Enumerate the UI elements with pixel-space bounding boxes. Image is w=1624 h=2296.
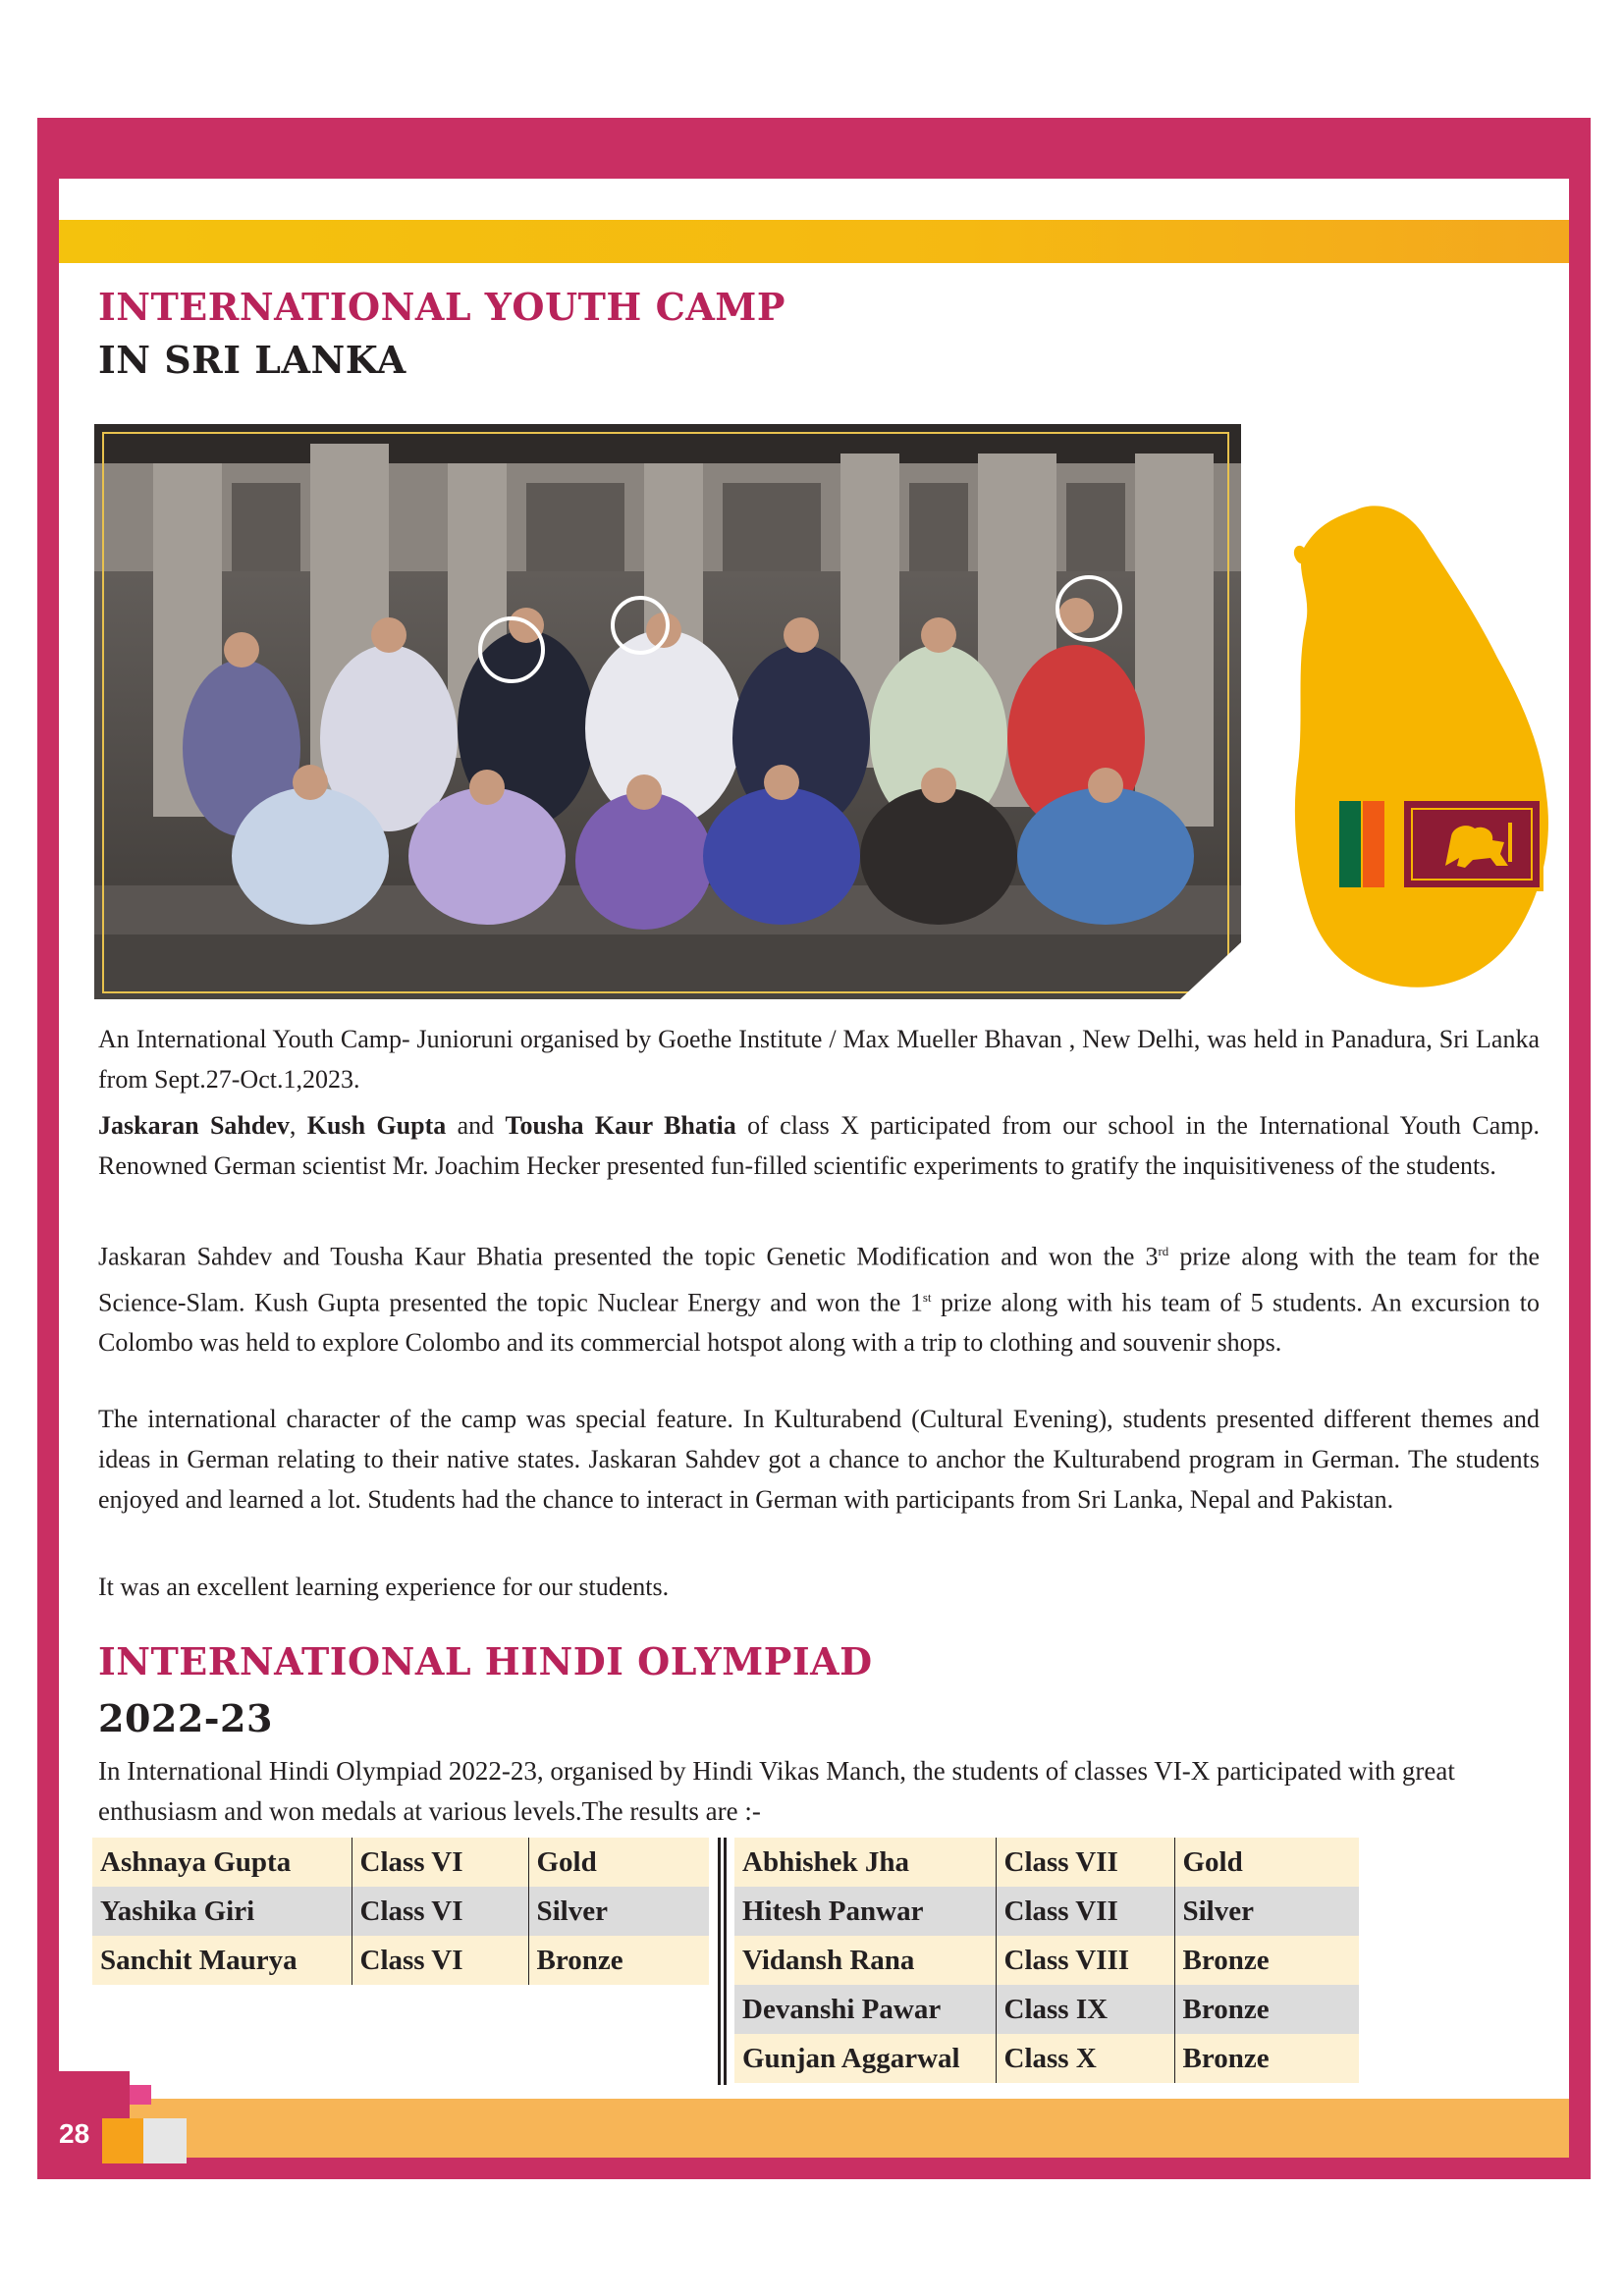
medal-cell: Gold (528, 1838, 709, 1887)
table-row (734, 1985, 1359, 2034)
student-name-cell: Ashnaya Gupta (92, 1838, 352, 1887)
results-table-left (92, 1838, 709, 1985)
paragraph-participants (98, 1105, 1540, 1186)
student-name-cell: Devanshi Pawar (734, 1985, 996, 2034)
paragraph-conclusion: It was an excellent learning experience for our students. (98, 1573, 670, 1601)
top-magenta-bar (37, 118, 1591, 179)
table-row (734, 1838, 1359, 1887)
student-name-cell: Hitesh Panwar (734, 1887, 996, 1936)
page-number: 28 (59, 2118, 90, 2149)
bottom-border (37, 2158, 1591, 2179)
header-yellow-bar (59, 220, 1569, 263)
medal-cell: Bronze (528, 1936, 709, 1985)
medal-cell: Gold (1174, 1838, 1359, 1887)
paragraph-camp-intro: An International Youth Camp- Junioruni organised by Goethe Institute / Max Mueller Bhavan , New Delhi, was held in Panadura, Sri Lanka from Sept.27-Oct.1,2023. (98, 1025, 1540, 1094)
table-row (92, 1936, 709, 1985)
student-name-cell: Gunjan Aggarwal (734, 2034, 996, 2083)
class-cell: Class IX (996, 1985, 1174, 2034)
table-row (734, 2034, 1359, 2083)
ordinal-suffix: st (922, 1289, 932, 1305)
medal-cell: Bronze (1174, 2034, 1359, 2083)
footer-orange-square (102, 2118, 143, 2163)
table-divider (718, 1838, 721, 2085)
section-title: INTERNATIONAL YOUTH CAMP (98, 285, 785, 329)
class-cell: Class X (996, 2034, 1174, 2083)
table-divider (724, 1838, 727, 2085)
photo-gold-outline (102, 432, 1229, 993)
class-cell: Class VIII (996, 1936, 1174, 1985)
right-border (1569, 118, 1591, 2179)
student-name-cell: Abhishek Jha (734, 1838, 996, 1887)
paragraph-olympiad-intro: In International Hindi Olympiad 2022-23, organised by Hindi Vikas Manch, the students of classes VI-X participated with great enthusiasm and won medals at various levels.The results are :- (98, 1756, 1455, 1826)
left-border (37, 118, 59, 2179)
footer-orange-bar (59, 2099, 1569, 2158)
text-fragment: Jaskaran Sahdev and Tousha Kaur Bhatia presented the topic Genetic Modification and won the 3 (98, 1242, 1159, 1271)
medal-cell: Silver (528, 1887, 709, 1936)
student-name: Jaskaran Sahdev (98, 1111, 290, 1140)
text-fragment: prize along with the team for the Science-Slam. Kush Gupta presented the topic Nuclear Energy and won the 1 (98, 1242, 1540, 1317)
sri-lanka-flag (1335, 797, 1543, 891)
results-table-right (734, 1838, 1359, 2083)
table-row (734, 1936, 1359, 1985)
student-name: Tousha Kaur Bhatia (505, 1111, 736, 1140)
class-cell: Class VI (352, 1936, 528, 1985)
student-name-cell: Yashika Giri (92, 1887, 352, 1936)
sri-lanka-map (1276, 491, 1581, 1001)
photo-corner-fold (1180, 942, 1241, 999)
ordinal-suffix: rd (1158, 1244, 1169, 1258)
student-name: Kush Gupta (306, 1111, 447, 1140)
footer-gray-square (143, 2118, 187, 2163)
medal-cell: Silver (1174, 1887, 1359, 1936)
footer-pink-square (130, 2085, 151, 2105)
medal-cell: Bronze (1174, 1936, 1359, 1985)
text-fragment: and (446, 1111, 506, 1140)
table-row (92, 1887, 709, 1936)
class-cell: Class VII (996, 1887, 1174, 1936)
class-cell: Class VI (352, 1887, 528, 1936)
medal-cell: Bronze (1174, 1985, 1359, 2034)
section-title: INTERNATIONAL HINDI OLYMPIAD (98, 1639, 873, 1683)
text-fragment: prize along with his team of 5 students. An excursion to Colombo was held to explore Colombo and its commercial hotspot along with a trip to clothing and souvenir shops. (98, 1288, 1540, 1358)
text-fragment: of class X participated from our school in the International Youth Camp. Renowned German scientist Mr. Joachim Hecker presented fun-filled scientific experiments to gratify the inquisitiveness of the students. (98, 1111, 1540, 1180)
paragraph-kulturabend: The international character of the camp was special feature. In Kulturabend (Cultural Evening), students presented different themes and ideas in German relating to their native states. Jaskaran Sahdev got a chance to anchor the Kulturabend program in German. The students enjoyed and learned a lot. Students had the chance to interact in German with participants from Sri Lanka, Nepal and Pakistan. (98, 1405, 1540, 1514)
text-fragment: , (289, 1111, 307, 1140)
class-cell: Class VII (996, 1838, 1174, 1887)
table-row (92, 1838, 709, 1887)
table-row (734, 1887, 1359, 1936)
paragraph-prizes (98, 1231, 1540, 1362)
student-name-cell: Sanchit Maurya (92, 1936, 352, 1985)
student-name-cell: Vidansh Rana (734, 1936, 996, 1985)
class-cell: Class VI (352, 1838, 528, 1887)
section-subtitle: IN SRI LANKA (98, 338, 406, 382)
section-subtitle: 2022-23 (98, 1696, 273, 1740)
